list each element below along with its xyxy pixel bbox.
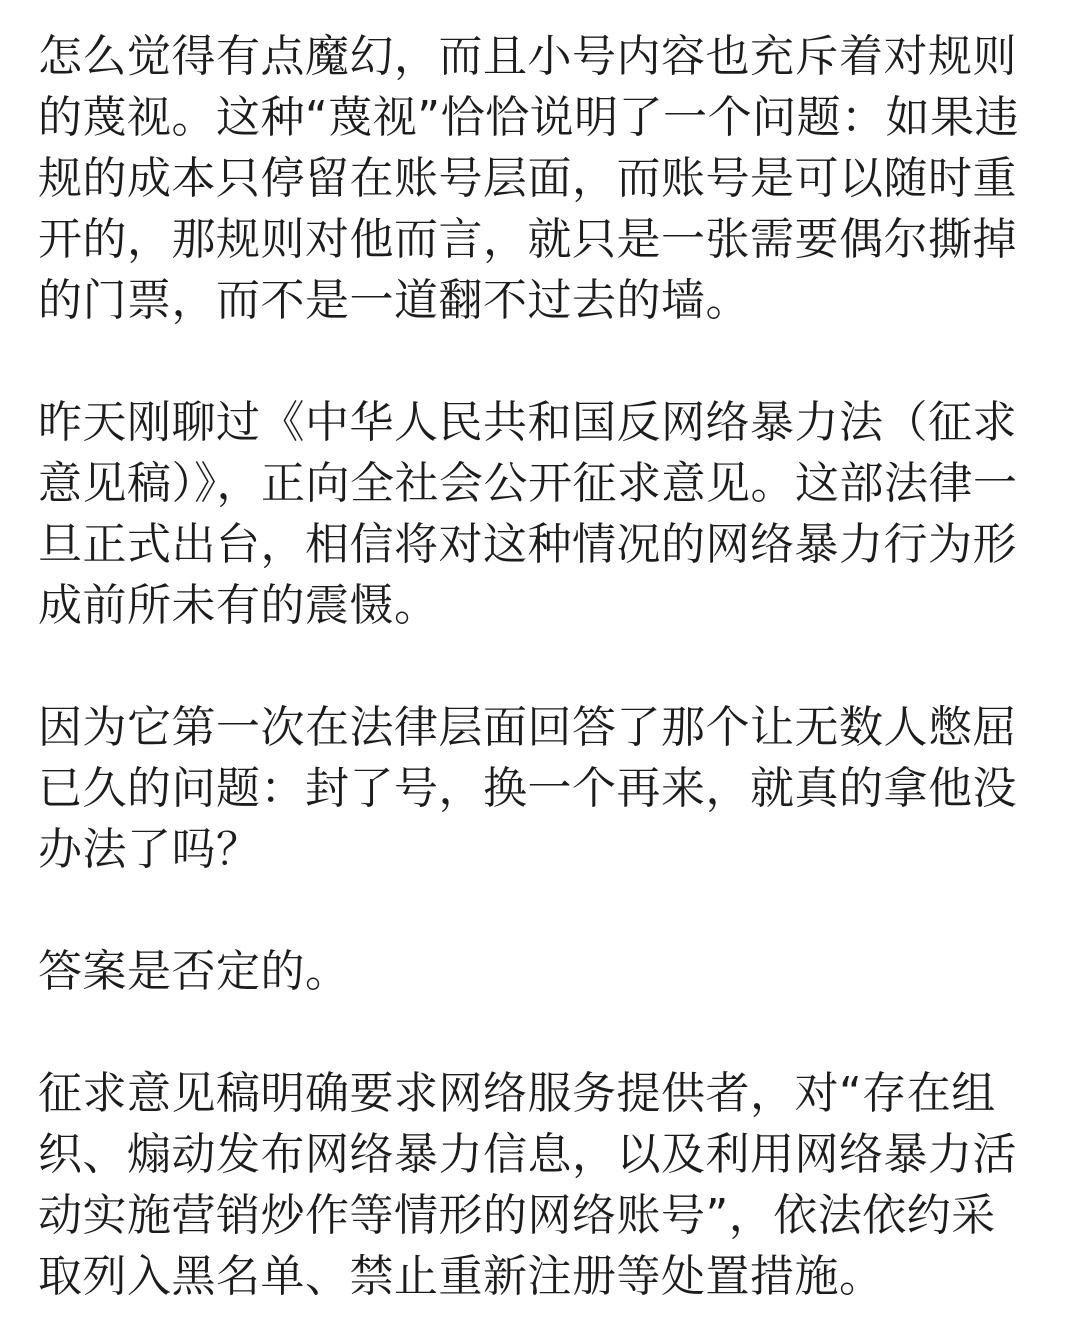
- paragraph-5: 征求意见稿明确要求网络服务提供者，对“存在组织、煽动发布网络暴力信息，以及利用网络暴力活动实施营销炒作等情形的网络账号”，依法依约采取列入黑名单、禁止重新注册等处置措施。: [38, 1068, 1017, 1302]
- paragraph-3: 因为它第一次在法律层面回答了那个让无数人憋屈已久的问题：封了号，换一个再来，就真的拿他没办法了吗？: [38, 702, 1017, 875]
- article-body: [38, 26, 1038, 1307]
- paragraph-1: 怎么觉得有点魔幻，而且小号内容也充斥着对规则的蔑视。这种“蔑视”恰恰说明了一个问题：如果违规的成本只停留在账号层面，而账号是可以随时重开的，那规则对他而言，就只是一张需要偶尔撕掉的门票，而不是一道翻不过去的墙。: [38, 31, 1020, 326]
- paragraph-2: 昨天刚聊过《中华人民共和国反网络暴力法（征求意见稿）》，正向全社会公开征求意见。这部法律一旦正式出台，相信将对这种情况的网络暴力行为形成前所未有的震慑。: [38, 397, 1018, 631]
- paragraph-4: 答案是否定的。: [38, 946, 350, 997]
